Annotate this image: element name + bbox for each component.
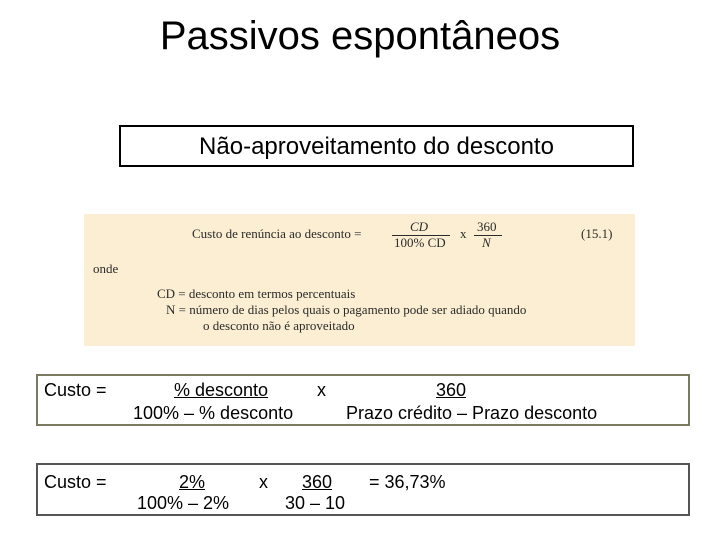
formula-general-den2: Prazo crédito – Prazo desconto <box>346 403 598 423</box>
excerpt-frac2-num: 360 <box>477 219 497 234</box>
formula-example-num2: 360 <box>302 472 333 492</box>
excerpt-def-n-cont: o desconto não é aproveitado <box>203 318 355 333</box>
book-excerpt <box>84 214 635 346</box>
formula-example-den1: 100% – 2% <box>137 493 230 513</box>
formula-general-times: x <box>317 380 326 400</box>
excerpt-frac1-num: CD <box>410 219 429 234</box>
excerpt-def-cd: CD = desconto em termos percentuais <box>157 286 356 301</box>
excerpt-def-n: N = número de dias pelos quais o pagamento pode ser adiado quando <box>166 302 527 317</box>
excerpt-eq-number: (15.1) <box>581 226 613 241</box>
formula-general-num1: % desconto <box>174 380 269 400</box>
formula-example-den2: 30 – 10 <box>285 493 346 513</box>
subtitle-box: Não-aproveitamento do desconto <box>119 125 634 167</box>
excerpt-times: x <box>460 226 467 241</box>
formula-example-num1: 2% <box>179 472 206 492</box>
formula-example-result: = 36,73% <box>369 472 446 492</box>
formula-general-den1: 100% – % desconto <box>133 403 294 423</box>
formula-example-label: Custo = <box>44 472 107 492</box>
excerpt-frac2-den: N <box>482 235 491 250</box>
excerpt-where: onde <box>93 261 119 276</box>
formula-general-label: Custo = <box>44 380 107 400</box>
excerpt-frac1-den: 100% CD <box>394 235 446 250</box>
formula-general-box <box>36 374 690 426</box>
page-title: Passivos espontâneos <box>159 14 561 58</box>
formula-example-times: x <box>259 472 268 492</box>
formula-general-num2: 360 <box>436 380 467 400</box>
formula-example-box <box>36 463 690 516</box>
excerpt-lhs: Custo de renúncia ao desconto = <box>192 226 362 241</box>
